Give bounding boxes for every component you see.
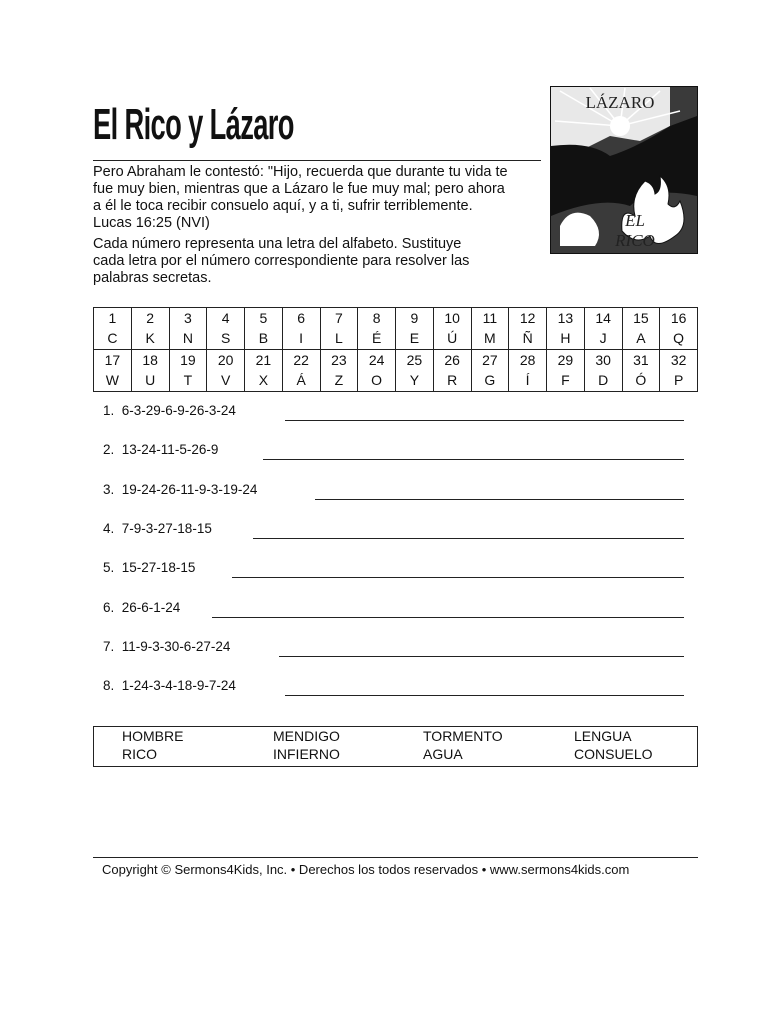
cipher-number: 14 <box>595 310 611 326</box>
cipher-key-cell <box>245 308 283 350</box>
cipher-letter: Z <box>334 372 344 388</box>
cipher-key-cell <box>660 350 698 392</box>
cipher-letter: L <box>334 330 343 346</box>
cipher-number: 20 <box>217 352 234 368</box>
cipher-key-cell <box>471 308 509 350</box>
puzzle-item <box>103 403 236 418</box>
answer-line[interactable] <box>285 695 684 696</box>
answer-line[interactable] <box>279 656 684 657</box>
puzzle-item <box>103 600 180 615</box>
verse-line: a él le toca recibir consuelo aquí, y a ti, sufrir terriblemente. <box>93 198 473 214</box>
cipher-key-cell <box>245 350 283 392</box>
cipher-letter: T <box>183 372 193 388</box>
cipher-letter: X <box>258 372 269 388</box>
puzzle-number: 1. <box>103 403 115 418</box>
cipher-number: 30 <box>595 352 611 368</box>
puzzle-code: 13-24-11-5-26-9 <box>121 442 219 458</box>
answer-line[interactable] <box>212 617 684 618</box>
cipher-key-cell <box>169 308 207 350</box>
cipher-letter: Ú <box>447 330 458 346</box>
cipher-letter: K <box>145 330 155 346</box>
cipher-number: 12 <box>519 310 536 326</box>
cipher-number: 15 <box>633 310 649 326</box>
cipher-letter: S <box>220 330 231 346</box>
cipher-letter: P <box>673 372 684 388</box>
cipher-letter: W <box>105 372 119 388</box>
cipher-key-cell <box>396 308 434 350</box>
word-bank-item: HOMBRE <box>122 728 184 744</box>
cipher-key-cell <box>282 350 320 392</box>
puzzle-item <box>103 560 195 575</box>
cipher-number: 19 <box>180 352 196 368</box>
cipher-number: 8 <box>372 310 381 326</box>
cipher-number: 1 <box>108 310 117 326</box>
cipher-number: 17 <box>104 352 121 368</box>
cipher-key-cell <box>396 350 434 392</box>
cipher-key-cell <box>358 350 396 392</box>
cipher-key-cell <box>660 308 698 350</box>
cipher-key-cell <box>622 308 660 350</box>
answer-line[interactable] <box>253 538 684 539</box>
puzzle-code: 19-24-26-11-9-3-19-24 <box>121 481 258 497</box>
cipher-number: 29 <box>557 352 574 368</box>
cipher-key-cell <box>547 308 585 350</box>
cipher-number: 32 <box>670 352 687 368</box>
cipher-letter: F <box>561 372 570 388</box>
cipher-number: 16 <box>670 310 687 326</box>
word-bank-item: AGUA <box>423 746 463 762</box>
cipher-letter: O <box>371 372 383 388</box>
answer-line[interactable] <box>263 459 684 460</box>
puzzle-number: 4. <box>103 520 115 536</box>
cipher-number: 5 <box>259 310 268 326</box>
bible-verse <box>93 164 545 232</box>
cipher-key-cell <box>94 350 132 392</box>
cipher-number: 18 <box>142 352 158 368</box>
cipher-key-cell <box>509 308 547 350</box>
cipher-key-cell <box>94 308 132 350</box>
cipher-letter: R <box>447 372 458 388</box>
copyright-footer: Copyright © Sermons4Kids, Inc. • Derechos los todos reservados • www.sermons4kids.com <box>102 862 630 877</box>
puzzle-code: 26-6-1-24 <box>121 599 181 615</box>
cipher-letter: U <box>145 372 156 388</box>
puzzle-item <box>103 639 230 654</box>
cipher-key-cell <box>433 350 471 392</box>
cipher-key-cell <box>131 308 169 350</box>
cipher-key-cell <box>207 350 245 392</box>
cipher-key-cell <box>320 308 358 350</box>
cipher-key-table <box>93 307 698 392</box>
footer-divider <box>93 857 698 858</box>
cipher-number: 22 <box>293 352 309 368</box>
cipher-letter: Í <box>525 372 530 388</box>
page-title: El Rico y Lázaro <box>93 100 294 149</box>
cipher-number: 13 <box>557 310 574 326</box>
cipher-key-cell <box>131 350 169 392</box>
cipher-letter: G <box>484 372 496 388</box>
cipher-key-cell <box>358 308 396 350</box>
cipher-letter: Ó <box>635 372 647 388</box>
cipher-number: 24 <box>368 352 385 368</box>
cipher-letter: J <box>599 330 607 346</box>
answer-line[interactable] <box>315 499 684 500</box>
illustration-top-text: LÁZARO <box>585 93 655 112</box>
cipher-letter: I <box>299 330 304 346</box>
title-divider <box>93 160 541 161</box>
verse-line: fue muy bien, mientras que a Lázaro le fue muy mal; pero ahora <box>93 181 505 197</box>
puzzle-item <box>103 482 257 497</box>
cipher-letter: Ñ <box>522 330 533 346</box>
cipher-key-row <box>94 308 698 350</box>
word-bank <box>93 726 698 767</box>
puzzle-item <box>103 442 218 457</box>
cipher-number: 27 <box>482 352 498 368</box>
instructions-line: cada letra por el número correspondiente para resolver las <box>93 253 470 269</box>
instructions <box>93 236 533 287</box>
cipher-key-cell <box>169 350 207 392</box>
cipher-letter: V <box>220 372 231 388</box>
cipher-number: 10 <box>444 310 460 326</box>
cipher-letter: M <box>484 330 496 346</box>
puzzle-code: 6-3-29-6-9-26-3-24 <box>121 403 236 418</box>
cipher-key-cell <box>509 350 547 392</box>
cipher-key-cell <box>622 350 660 392</box>
cipher-number: 2 <box>146 310 155 326</box>
puzzle-number: 5. <box>103 560 115 576</box>
puzzle-code: 1-24-3-4-18-9-7-24 <box>121 678 236 694</box>
cipher-number: 25 <box>406 352 423 368</box>
cipher-key-cell <box>584 308 622 350</box>
lazaro-rico-illustration <box>550 86 698 254</box>
cipher-letter: A <box>636 330 646 346</box>
cipher-letter: B <box>258 330 269 346</box>
cipher-letter: Y <box>409 372 420 388</box>
word-bank-item: INFIERNO <box>273 746 340 762</box>
answer-line[interactable] <box>232 577 684 578</box>
instructions-line: Cada número representa una letra del alfabeto. Sustituye <box>93 236 462 252</box>
word-bank-item: MENDIGO <box>273 728 340 744</box>
puzzle-item <box>103 521 212 536</box>
cipher-key-cell <box>433 308 471 350</box>
cipher-number: 31 <box>633 352 649 368</box>
cipher-letter: Q <box>673 330 685 346</box>
cipher-key-cell <box>471 350 509 392</box>
illustration-bottom-text-1: EL <box>625 211 645 230</box>
puzzle-number: 8. <box>103 678 115 694</box>
cipher-letter: É <box>371 330 382 346</box>
puzzle-code: 7-9-3-27-18-15 <box>121 520 212 536</box>
word-bank-item: LENGUA <box>574 728 632 744</box>
illustration-bottom-text-2: RICO <box>615 231 655 250</box>
puzzle-number: 2. <box>103 442 115 458</box>
puzzle-number: 3. <box>103 481 115 497</box>
cipher-letter: C <box>107 330 118 346</box>
cipher-number: 9 <box>410 310 419 326</box>
light-glow <box>610 116 630 136</box>
cipher-key-cell <box>282 308 320 350</box>
cipher-letter: H <box>560 330 571 346</box>
cipher-number: 6 <box>297 310 306 326</box>
cipher-key-cell <box>320 350 358 392</box>
cipher-number: 21 <box>255 352 272 368</box>
cipher-key-cell <box>207 308 245 350</box>
word-bank-item: TORMENTO <box>423 728 503 744</box>
cipher-number: 11 <box>482 310 498 326</box>
cipher-number: 3 <box>183 310 192 326</box>
puzzle-item <box>103 678 236 693</box>
cipher-number: 4 <box>221 310 230 326</box>
word-bank-item: RICO <box>122 746 157 762</box>
puzzle-code: 11-9-3-30-6-27-24 <box>121 638 231 654</box>
puzzle-code: 15-27-18-15 <box>121 560 196 576</box>
cipher-letter: E <box>409 330 420 346</box>
cipher-number: 23 <box>331 352 347 368</box>
cipher-letter: D <box>598 372 609 388</box>
answer-line[interactable] <box>285 420 684 421</box>
cipher-letter: N <box>182 330 193 346</box>
puzzle-number: 6. <box>103 599 115 615</box>
cipher-letter: Á <box>296 372 306 388</box>
puzzle-number: 7. <box>103 638 115 654</box>
word-bank-item: CONSUELO <box>574 746 653 762</box>
cipher-number: 7 <box>334 310 343 326</box>
cipher-key-cell <box>584 350 622 392</box>
verse-reference: Lucas 16:25 (NVI) <box>93 215 210 231</box>
cipher-number: 26 <box>444 352 460 368</box>
instructions-line: palabras secretas. <box>93 270 212 286</box>
cipher-key-cell <box>547 350 585 392</box>
cipher-number: 28 <box>519 352 536 368</box>
verse-line: Pero Abraham le contestó: "Hijo, recuerda que durante tu vida te <box>93 164 508 180</box>
cipher-key-row <box>94 350 698 392</box>
